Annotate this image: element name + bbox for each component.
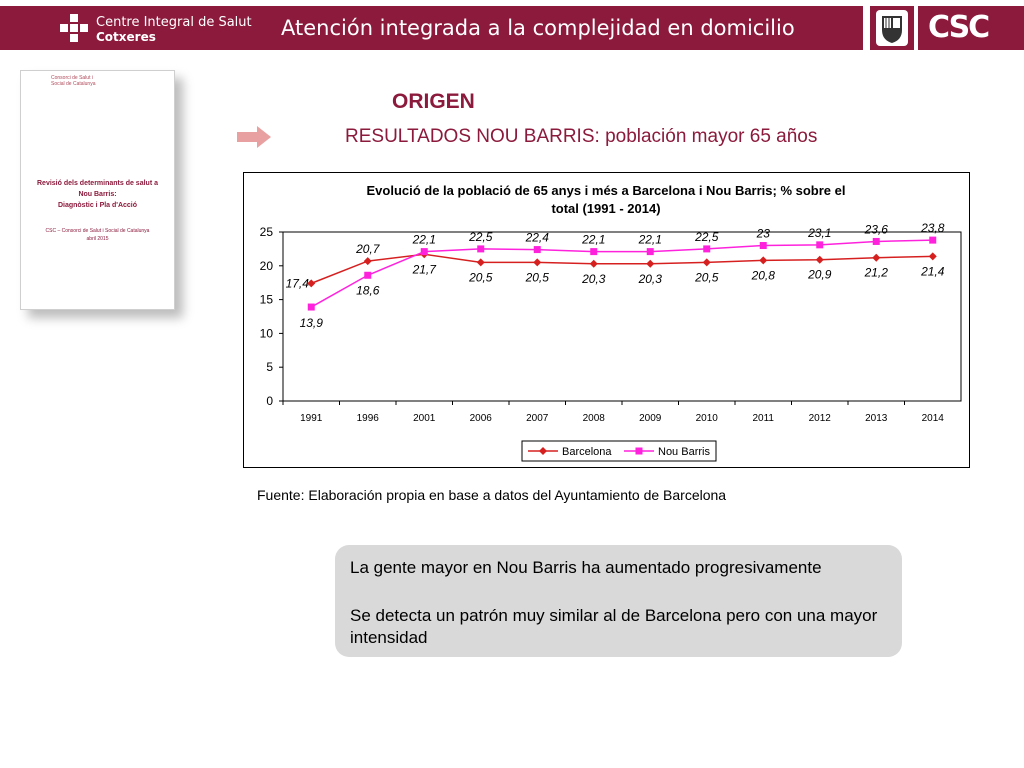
line-chart bbox=[243, 172, 970, 468]
data-point bbox=[647, 248, 654, 255]
data-point bbox=[364, 272, 371, 279]
data-label: 22,5 bbox=[469, 229, 493, 244]
data-point bbox=[759, 256, 767, 264]
doc-title-line: Nou Barris: bbox=[78, 191, 117, 198]
csc-logo-text: CSC bbox=[928, 10, 989, 45]
x-tick-label: 1991 bbox=[300, 413, 323, 424]
data-label: 21,4 bbox=[921, 264, 945, 279]
series-line-barcelona bbox=[311, 254, 933, 283]
doc-title-line: Revisió dels determinants de salut a bbox=[37, 180, 158, 187]
doc-subtitle-line: abril 2015 bbox=[86, 236, 109, 242]
header-banner bbox=[0, 6, 1024, 50]
data-point bbox=[421, 248, 428, 255]
data-point bbox=[816, 256, 824, 264]
chart-title: total (1991 - 2014) bbox=[551, 201, 661, 216]
data-point bbox=[929, 237, 936, 244]
data-point bbox=[873, 238, 880, 245]
y-tick-label: 10 bbox=[259, 326, 273, 341]
data-point bbox=[816, 241, 823, 248]
data-label: 20,5 bbox=[525, 270, 549, 285]
data-label: 20,8 bbox=[751, 268, 775, 283]
series-line-nou-barris bbox=[311, 240, 933, 307]
data-label: 20,3 bbox=[582, 271, 606, 286]
section-heading: ORIGEN bbox=[392, 90, 475, 113]
data-label: 17,4 bbox=[285, 276, 309, 291]
source-note: Fuente: Elaboración propia en base a datos del Ayuntamiento de Barcelona bbox=[257, 487, 727, 503]
y-tick-label: 25 bbox=[259, 225, 273, 239]
data-point bbox=[703, 258, 711, 266]
chart-canvas bbox=[244, 173, 969, 467]
data-point bbox=[308, 304, 315, 311]
data-point bbox=[929, 252, 937, 260]
y-tick-label: 20 bbox=[259, 258, 273, 273]
x-tick-label: 2012 bbox=[808, 413, 831, 424]
logo-name: Centre Integral de Salut bbox=[96, 15, 252, 30]
data-point bbox=[703, 245, 710, 252]
data-label: 23,8 bbox=[921, 221, 945, 236]
shield-icon bbox=[870, 6, 914, 50]
data-label: 20,7 bbox=[356, 242, 380, 257]
x-tick-label: 2011 bbox=[752, 413, 775, 424]
summary-line: La gente mayor en Nou Barris ha aumentado progresivamente bbox=[350, 558, 822, 577]
page-title: Atención integrada a la complejidad en domicilio bbox=[281, 16, 795, 40]
doc-subtitle-line: CSC – Consorci de Salut i Social de Catalunya bbox=[45, 228, 150, 234]
data-label: 20,9 bbox=[808, 267, 832, 282]
doc-header-line: Social de Catalunya bbox=[51, 81, 96, 87]
x-tick-label: 2009 bbox=[639, 413, 662, 424]
data-point bbox=[477, 245, 484, 252]
legend-label: Barcelona bbox=[562, 446, 612, 458]
city-shield-logo bbox=[870, 6, 914, 50]
x-tick-label: 2014 bbox=[921, 413, 944, 424]
data-label: 23,1 bbox=[808, 225, 832, 240]
summary-line: Se detecta un patrón muy similar al de Barcelona pero con una mayor intensidad bbox=[350, 606, 878, 647]
data-label: 22,1 bbox=[582, 232, 606, 247]
x-tick-label: 2008 bbox=[582, 413, 605, 424]
data-point bbox=[872, 254, 880, 262]
data-point bbox=[533, 258, 541, 266]
data-label: 22,4 bbox=[525, 230, 549, 245]
doc-title-line: Diagnòstic i Pla d'Acció bbox=[57, 202, 138, 209]
x-tick-label: 2007 bbox=[526, 413, 549, 424]
logo-subname: Cotxeres bbox=[96, 30, 156, 44]
data-label: 13,9 bbox=[299, 316, 323, 331]
legend-label: Nou Barris bbox=[658, 446, 710, 458]
data-label: 20,3 bbox=[638, 271, 662, 286]
x-tick-label: 2013 bbox=[865, 413, 888, 424]
legend-swatch-marker bbox=[636, 448, 643, 455]
doc-header-line: Consorci de Salut i bbox=[51, 75, 93, 81]
x-tick-label: 1996 bbox=[356, 413, 379, 424]
csc-logo bbox=[918, 6, 1024, 50]
data-label: 23 bbox=[756, 226, 770, 241]
header-bar bbox=[0, 6, 863, 50]
data-label: 18,6 bbox=[356, 283, 380, 298]
y-tick-label: 5 bbox=[266, 360, 273, 375]
chart-title: Evolució de la població de 65 anys i més a Barcelona i Nou Barris; % sobre el bbox=[366, 183, 846, 198]
data-point bbox=[364, 257, 372, 265]
data-label: 20,5 bbox=[469, 270, 493, 285]
data-point bbox=[760, 242, 767, 249]
data-label: 22,1 bbox=[412, 232, 436, 247]
data-label: 22,1 bbox=[638, 232, 662, 247]
data-label: 21,7 bbox=[412, 262, 436, 277]
data-point bbox=[590, 260, 598, 268]
data-point bbox=[646, 260, 654, 268]
cross-logo-icon bbox=[60, 14, 88, 42]
data-label: 22,5 bbox=[695, 229, 719, 244]
arrow-right-icon bbox=[237, 126, 271, 148]
y-tick-label: 15 bbox=[259, 292, 273, 307]
data-point bbox=[477, 258, 485, 266]
y-tick-label: 0 bbox=[266, 394, 273, 408]
data-label: 21,2 bbox=[864, 265, 888, 280]
section-subheading: RESULTADOS NOU BARRIS: población mayor 65 años bbox=[345, 126, 818, 147]
x-tick-label: 2010 bbox=[695, 413, 718, 424]
document-thumbnail bbox=[20, 70, 175, 310]
x-tick-label: 2001 bbox=[413, 413, 436, 424]
summary-callout bbox=[335, 545, 902, 657]
data-point bbox=[590, 248, 597, 255]
data-label: 20,5 bbox=[695, 270, 719, 285]
x-tick-label: 2006 bbox=[469, 413, 492, 424]
data-point bbox=[534, 246, 541, 253]
data-label: 23,6 bbox=[864, 222, 888, 237]
